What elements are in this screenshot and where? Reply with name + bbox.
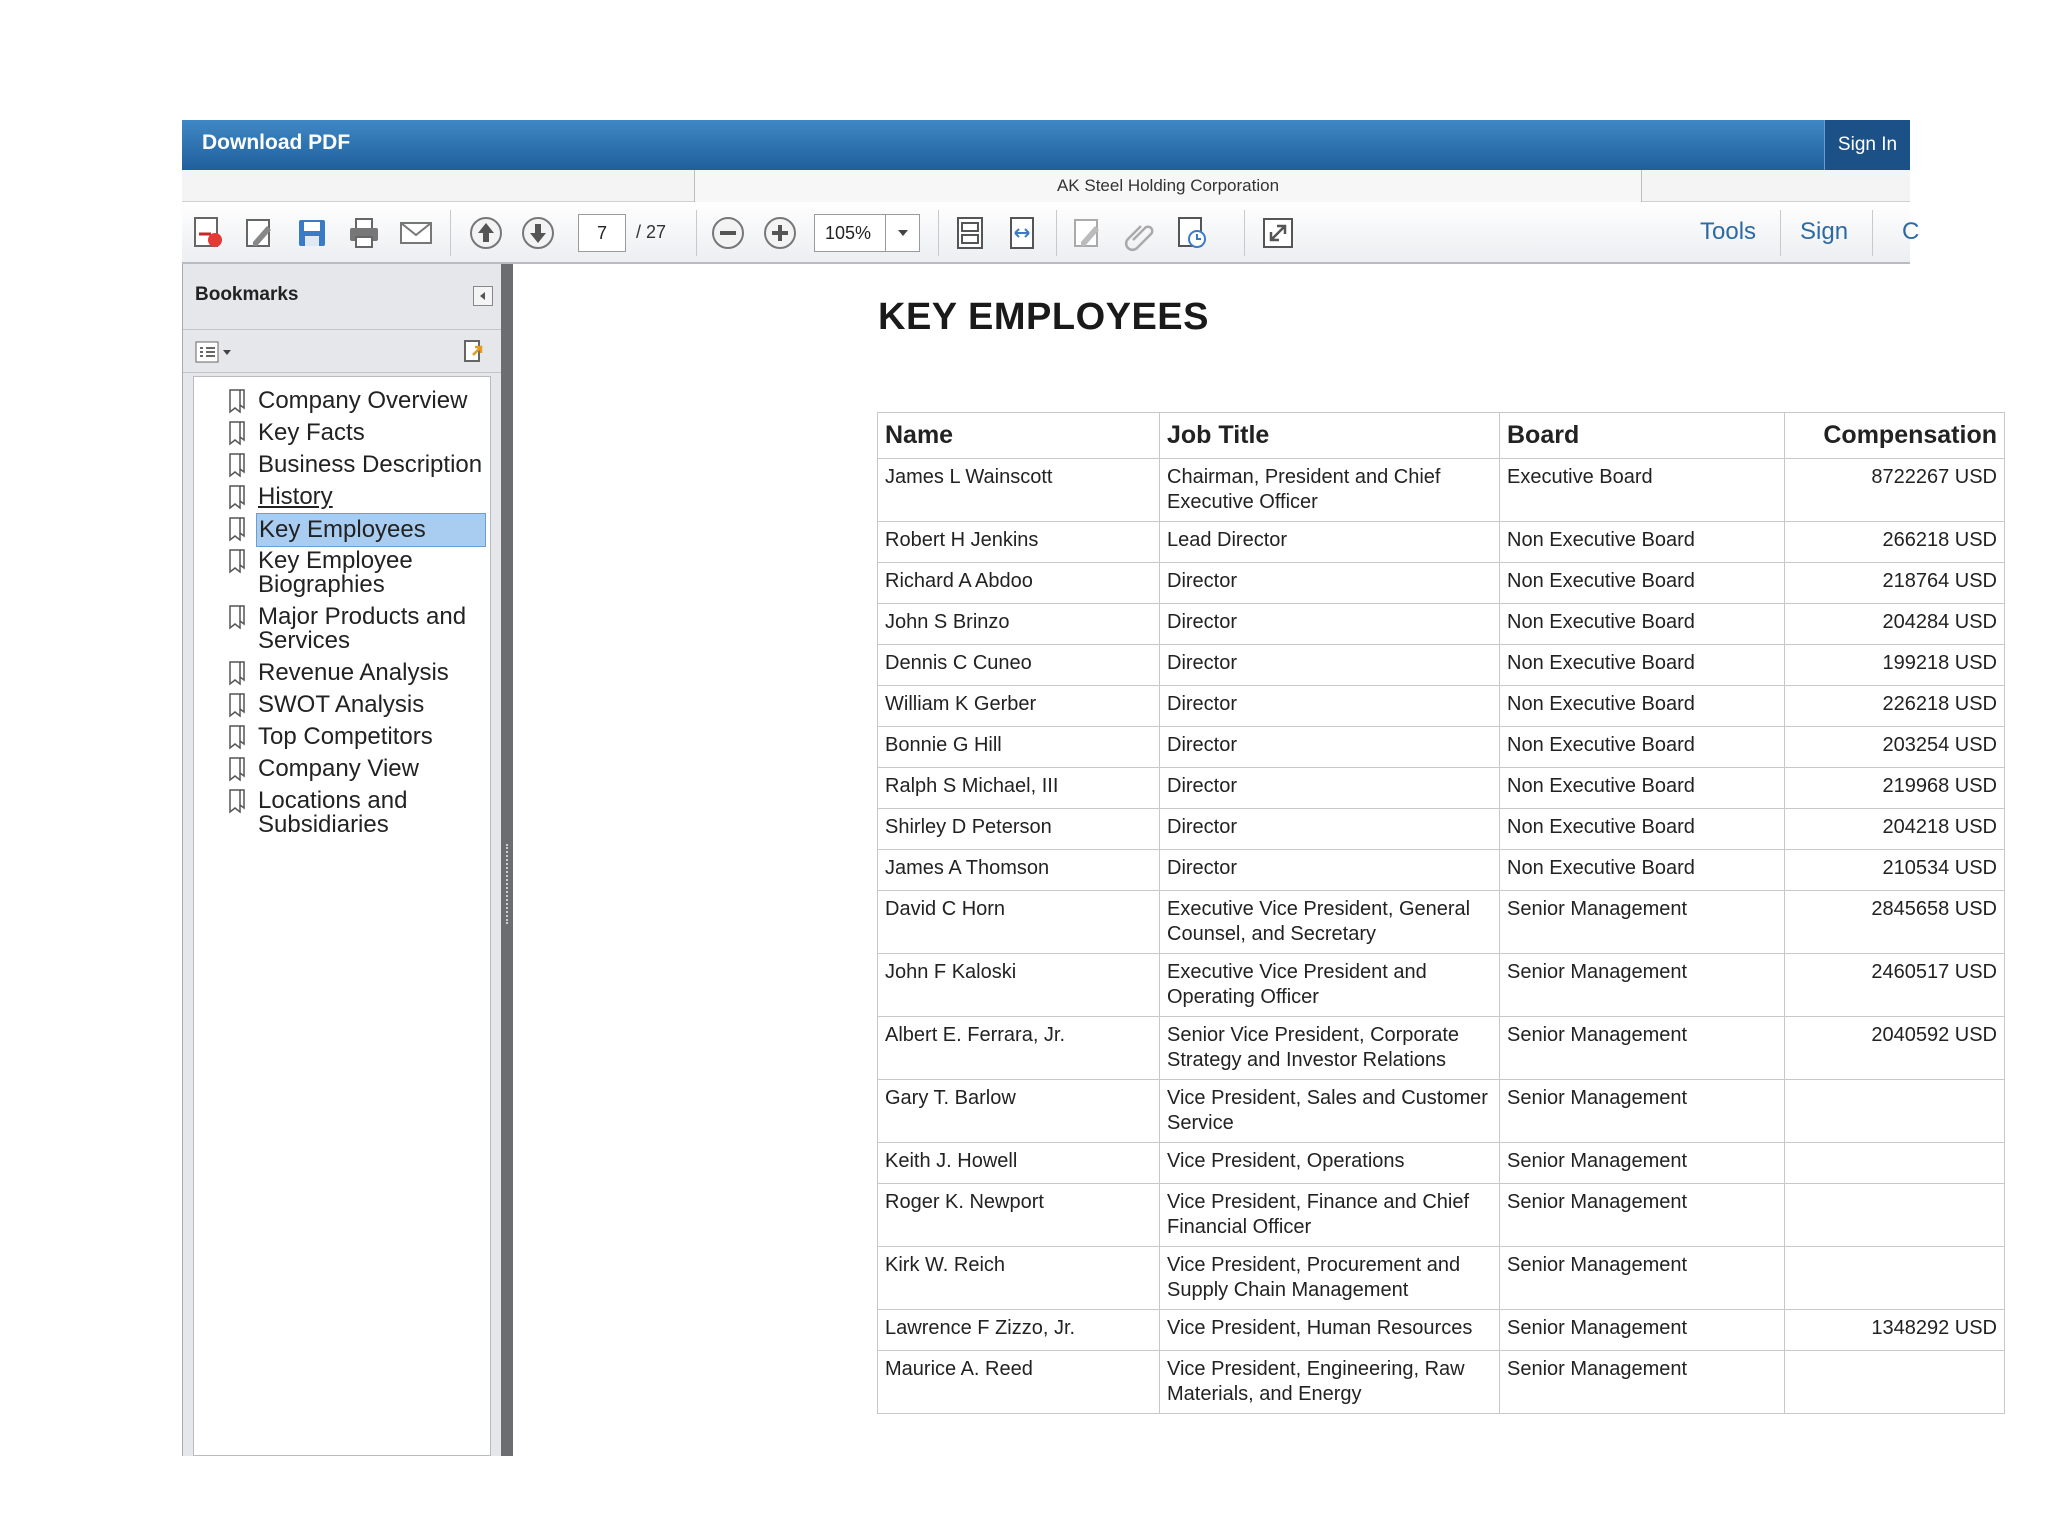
cell-job-title: Vice President, Sales and Customer Service <box>1160 1080 1500 1143</box>
bookmark-label: Top Competitors <box>258 723 433 750</box>
cell-name: Maurice A. Reed <box>878 1351 1160 1414</box>
cell-compensation <box>1785 1143 2005 1184</box>
document-page <box>698 264 1997 1456</box>
cell-compensation: 266218 USD <box>1785 522 2005 563</box>
bookmark-company-view[interactable] <box>194 753 490 785</box>
table-row <box>878 1143 2005 1184</box>
bookmark-list <box>193 376 491 1456</box>
next-page-icon[interactable] <box>516 212 560 254</box>
cell-job-title: Director <box>1160 645 1500 686</box>
cell-compensation: 210534 USD <box>1785 850 2005 891</box>
bookmark-label: History <box>258 483 333 510</box>
bookmark-label-line2: Biographies <box>258 571 385 598</box>
cell-job-title: Vice President, Finance and Chief Financial Officer <box>1160 1184 1500 1247</box>
sign-button[interactable]: Sign <box>1800 218 1849 245</box>
cell-board: Senior Management <box>1500 1017 1785 1080</box>
table-row <box>878 459 2005 522</box>
cell-job-title: Director <box>1160 563 1500 604</box>
cell-name: Robert H Jenkins <box>878 522 1160 563</box>
cell-compensation: 203254 USD <box>1785 727 2005 768</box>
cell-name: Gary T. Barlow <box>878 1080 1160 1143</box>
cell-compensation <box>1785 1351 2005 1414</box>
bookmark-icon <box>228 421 246 445</box>
cell-board: Senior Management <box>1500 1184 1785 1247</box>
table-row <box>878 1080 2005 1143</box>
cell-name: Shirley D Peterson <box>878 809 1160 850</box>
table-row <box>878 954 2005 1017</box>
cell-compensation: 218764 USD <box>1785 563 2005 604</box>
cell-compensation: 204218 USD <box>1785 809 2005 850</box>
cell-name: Keith J. Howell <box>878 1143 1160 1184</box>
bookmark-locations[interactable] <box>194 785 490 841</box>
bookmark-label: Major Products and <box>258 603 467 630</box>
title-bar <box>182 120 1910 170</box>
bookmark-icon <box>228 725 246 749</box>
bookmark-label: Key Facts <box>258 419 365 446</box>
bookmark-company-overview[interactable] <box>194 385 490 417</box>
bookmark-label-line2: Services <box>258 627 351 654</box>
cell-board: Executive Board <box>1500 459 1785 522</box>
column-header-job-title: Job Title <box>1160 413 1500 459</box>
full-screen-icon[interactable] <box>1256 212 1300 254</box>
cell-job-title: Director <box>1160 850 1500 891</box>
cell-board: Senior Management <box>1500 1143 1785 1184</box>
cell-compensation: 219968 USD <box>1785 768 2005 809</box>
cell-name: Roger K. Newport <box>878 1184 1160 1247</box>
cell-name: James L Wainscott <box>878 459 1160 522</box>
cell-name: Lawrence F Zizzo, Jr. <box>878 1310 1160 1351</box>
document-title-strip <box>182 170 1910 202</box>
cell-compensation: 199218 USD <box>1785 645 2005 686</box>
table-row <box>878 604 2005 645</box>
bookmark-major-products[interactable] <box>194 601 490 657</box>
bookmark-key-employees[interactable] <box>194 513 490 545</box>
cell-board: Senior Management <box>1500 891 1785 954</box>
sign-in-button[interactable]: Sign In <box>1824 120 1910 170</box>
bookmark-top-competitors[interactable] <box>194 721 490 753</box>
bookmarks-title: Bookmarks <box>195 284 299 305</box>
cell-job-title: Director <box>1160 604 1500 645</box>
comment-button[interactable]: C <box>1902 218 1920 245</box>
cell-job-title: Executive Vice President and Operating Officer <box>1160 954 1500 1017</box>
cell-job-title: Lead Director <box>1160 522 1500 563</box>
table-row <box>878 1351 2005 1414</box>
cell-job-title: Vice President, Human Resources <box>1160 1310 1500 1351</box>
table-row <box>878 891 2005 954</box>
table-row <box>878 1247 2005 1310</box>
cell-job-title: Senior Vice President, Corporate Strategy and Investor Relations <box>1160 1017 1500 1080</box>
cell-board: Non Executive Board <box>1500 522 1785 563</box>
bookmark-label: Revenue Analysis <box>258 659 449 686</box>
table-row <box>878 1017 2005 1080</box>
bookmark-label: Company View <box>258 755 419 782</box>
cell-name: Albert E. Ferrara, Jr. <box>878 1017 1160 1080</box>
table-row <box>878 563 2005 604</box>
cell-job-title: Vice President, Engineering, Raw Materials, and Energy <box>1160 1351 1500 1414</box>
table-row <box>878 522 2005 563</box>
column-header-board: Board <box>1500 413 1785 459</box>
zoom-value: 105% <box>825 223 872 243</box>
save-icon[interactable] <box>290 212 334 254</box>
bookmark-revenue-analysis[interactable] <box>194 657 490 689</box>
page-number-input[interactable]: 7 <box>578 214 626 252</box>
bookmark-key-facts[interactable] <box>194 417 490 449</box>
panel-splitter[interactable] <box>501 264 513 1456</box>
zoom-out-icon[interactable] <box>706 212 750 254</box>
table-row <box>878 1184 2005 1247</box>
cell-job-title: Executive Vice President, General Counsel, and Secretary <box>1160 891 1500 954</box>
cell-board: Non Executive Board <box>1500 768 1785 809</box>
bookmarks-header <box>183 264 501 330</box>
cell-job-title: Director <box>1160 686 1500 727</box>
cell-compensation: 226218 USD <box>1785 686 2005 727</box>
cell-name: David C Horn <box>878 891 1160 954</box>
history-icon[interactable] <box>1170 212 1214 254</box>
cell-job-title: Director <box>1160 809 1500 850</box>
page-heading: KEY EMPLOYEES <box>878 296 1210 338</box>
fit-page-icon[interactable] <box>948 212 992 254</box>
edit-document-icon[interactable] <box>238 212 282 254</box>
bookmark-label-line2: Subsidiaries <box>258 811 389 838</box>
tools-button[interactable]: Tools <box>1700 218 1757 245</box>
zoom-in-icon[interactable] <box>758 212 802 254</box>
cell-name: John F Kaloski <box>878 954 1160 1017</box>
table-header-row <box>878 413 2005 459</box>
cell-job-title: Vice President, Procurement and Supply Chain Management <box>1160 1247 1500 1310</box>
cell-board: Senior Management <box>1500 954 1785 1017</box>
bookmark-icon <box>228 485 246 509</box>
bookmark-icon <box>228 789 246 813</box>
cell-name: James A Thomson <box>878 850 1160 891</box>
cell-compensation <box>1785 1080 2005 1143</box>
cell-name: William K Gerber <box>878 686 1160 727</box>
chevron-down-icon[interactable] <box>885 215 919 251</box>
table-row <box>878 768 2005 809</box>
bookmark-label: Business Description <box>258 451 483 478</box>
cell-compensation <box>1785 1184 2005 1247</box>
cell-board: Non Executive Board <box>1500 727 1785 768</box>
collapse-panel-icon[interactable] <box>473 286 493 306</box>
cell-name: Bonnie G Hill <box>878 727 1160 768</box>
bookmark-label: Company Overview <box>258 387 468 414</box>
cell-board: Non Executive Board <box>1500 850 1785 891</box>
print-icon[interactable] <box>342 212 386 254</box>
bookmark-history[interactable] <box>194 481 490 513</box>
cell-name: John S Brinzo <box>878 604 1160 645</box>
cell-name: Richard A Abdoo <box>878 563 1160 604</box>
cell-compensation: 1348292 USD <box>1785 1310 2005 1351</box>
cell-board: Non Executive Board <box>1500 809 1785 850</box>
bookmark-icon <box>228 661 246 685</box>
cell-job-title: Chairman, President and Chief Executive Officer <box>1160 459 1500 522</box>
pdf-viewer <box>182 120 1997 1456</box>
table-row <box>878 645 2005 686</box>
bookmark-icon <box>228 605 246 629</box>
cell-board: Non Executive Board <box>1500 645 1785 686</box>
cell-compensation: 2845658 USD <box>1785 891 2005 954</box>
employees-table <box>877 412 2005 1414</box>
cell-name: Kirk W. Reich <box>878 1247 1160 1310</box>
zoom-select[interactable] <box>814 214 920 252</box>
cell-compensation: 2040592 USD <box>1785 1017 2005 1080</box>
cell-board: Non Executive Board <box>1500 686 1785 727</box>
cell-compensation <box>1785 1247 2005 1310</box>
cell-job-title: Director <box>1160 768 1500 809</box>
table-row <box>878 809 2005 850</box>
cell-board: Non Executive Board <box>1500 563 1785 604</box>
attach-icon[interactable] <box>1118 212 1162 254</box>
email-icon[interactable] <box>394 212 438 254</box>
column-header-name: Name <box>878 413 1160 459</box>
bookmark-key-employee-biographies[interactable] <box>194 545 490 601</box>
table-row <box>878 1310 2005 1351</box>
cell-name: Dennis C Cuneo <box>878 645 1160 686</box>
bookmark-icon <box>228 517 246 541</box>
bookmarks-panel <box>182 264 512 1456</box>
options-menu-icon[interactable] <box>195 341 235 368</box>
cell-board: Non Executive Board <box>1500 604 1785 645</box>
cell-board: Senior Management <box>1500 1310 1785 1351</box>
bookmark-swot-analysis[interactable] <box>194 689 490 721</box>
page-total: / 27 <box>636 222 667 242</box>
bookmark-label: Key Employees <box>256 513 486 547</box>
cell-board: Senior Management <box>1500 1247 1785 1310</box>
expand-bookmark-icon[interactable] <box>461 339 487 370</box>
bookmark-icon <box>228 757 246 781</box>
bookmark-icon <box>228 453 246 477</box>
cell-board: Senior Management <box>1500 1080 1785 1143</box>
fit-width-icon[interactable] <box>1000 212 1044 254</box>
column-header-compensation: Compensation <box>1785 413 2005 459</box>
cell-job-title: Vice President, Operations <box>1160 1143 1500 1184</box>
bookmark-icon <box>228 549 246 573</box>
bookmarks-tools <box>183 331 501 373</box>
table-row <box>878 686 2005 727</box>
previous-page-icon[interactable] <box>464 212 508 254</box>
cell-board: Senior Management <box>1500 1351 1785 1414</box>
table-row <box>878 727 2005 768</box>
cell-name: Ralph S Michael, III <box>878 768 1160 809</box>
cell-compensation: 8722267 USD <box>1785 459 2005 522</box>
bookmark-icon <box>228 389 246 413</box>
create-pdf-icon[interactable] <box>186 212 230 254</box>
cell-compensation: 204284 USD <box>1785 604 2005 645</box>
download-pdf-button[interactable]: Download PDF <box>202 131 351 154</box>
bookmark-label: SWOT Analysis <box>258 691 425 718</box>
bookmark-business-description[interactable] <box>194 449 490 481</box>
bookmark-label: Locations and <box>258 787 408 814</box>
toolbar <box>182 202 1920 264</box>
document-tab[interactable]: AK Steel Holding Corporation <box>694 170 1642 202</box>
comment-icon[interactable] <box>1066 212 1110 254</box>
table-row <box>878 850 2005 891</box>
bookmark-label: Key Employee <box>258 547 413 574</box>
cell-compensation: 2460517 USD <box>1785 954 2005 1017</box>
cell-job-title: Director <box>1160 727 1500 768</box>
bookmark-icon <box>228 693 246 717</box>
